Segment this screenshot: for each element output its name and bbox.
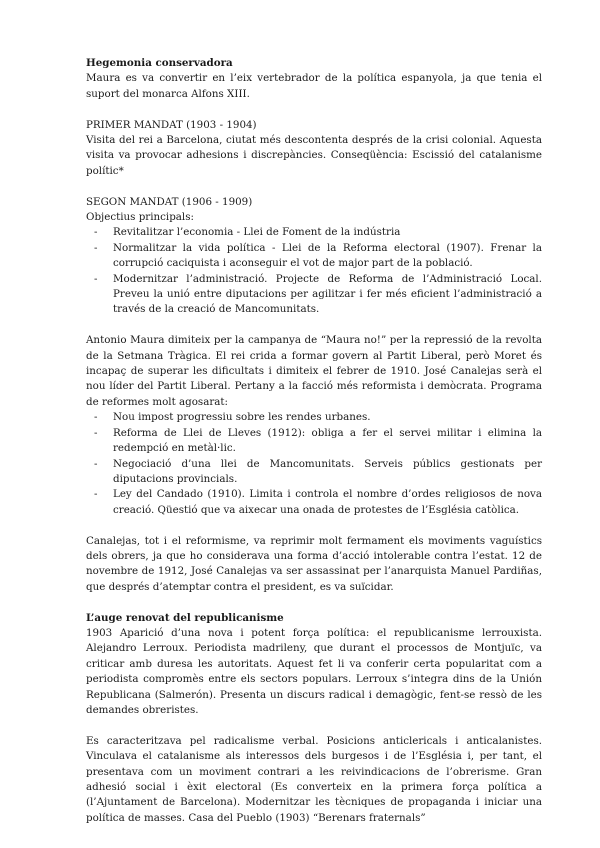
paragraph-primer-mandat: Visita del rei a Barcelona, ciutat més descontenta després de la crisi colonial. Aquesta visita va provocar adhesions i discrepàncies. Conseqüència: Escissió del catalanisme polític*: [86, 134, 542, 177]
list-item: - Nou impost progressiu sobre les rendes urbanes.: [94, 411, 371, 424]
list-item: - Revitalitzar l’economia - Llei de Foment de la indústria: [94, 226, 401, 239]
paragraph-maura-intro: Maura es va convertir en l’eix vertebrador de la política espanyola, ja que tenia el suport del monarca Alfons XIII.: [86, 72, 542, 100]
list-item: - Reforma de Llei de Lleves (1912): obliga a fer el servei militar i elimina la redempció en metàl·lic.: [94, 426, 542, 455]
heading-primer-mandat: PRIMER MANDAT (1903 - 1904): [86, 118, 257, 131]
section-heading-hegemonia: Hegemonia conservadora: [86, 57, 233, 69]
list-item: - Negociació d’una llei de Mancomunitats. Serveis públics gestionats per diputacions provincials.: [94, 457, 542, 485]
section-heading-republicanisme: L’auge renovat del republicanisme: [86, 611, 284, 624]
paragraph-radicalisme: Es caracteritzava pel radicalisme verbal. Posicions anticlericals i anticalanistes. Vinculava el catalanisme als interessos dels burgesos i de l’Església i, per tant, el presentava com un moviment contrari a les reivindicacions de l’obrerisme. Gran adhesió social i èxit electoral (Es converteix en la primera força política a (l’Ajuntament de Barcelona). Modernitzar les tècniques de propaganda i iniciar una política de masses. Casa del Pueblo (1903) “Berenars fraternals”: [86, 734, 542, 824]
list-item: - Ley del Candado (1910). Limita i controla el nombre d’ordes religiosos de nova creació. Qüestió que va aixecar una onada de protestes de l’Església catòlica.: [94, 488, 542, 516]
paragraph-lerroux: 1903 Aparició d’una nova i potent força política: el republicanisme lerrouxista. Alejandro Lerroux. Periodista madrileny, que durant el processos de Montjuïc, va criticar amb duresa les autoritats. Aquest fet li va conferir certa popularitat com a periodista compromès entre els sectors populars. Lerroux s’integra dins de la Unión Republicana (Salmerón). Presenta un discurs radical i demagògic, fent-se ressò de les demandes obreristes.: [86, 626, 542, 716]
heading-segon-mandat: SEGON MANDAT (1906 - 1909): [86, 195, 253, 208]
paragraph-canalejas-repression: Canalejas, tot i el reformisme, va reprimir molt fermament els moviments vaguístics dels obrers, ja que ho considerava una forma d’acció intolerable contra l’estat. 12 de novembre de 1912, José Canalejas va ser assassinat per l’anarquista Manuel Pardiñas, que després d’atemptar contra el president, es va suïcidar.: [86, 534, 542, 593]
list-item: - Modernitzar l’administració. Projecte de Reforma de l’Administració Local. Preveu la unió entre diputacions per agilitzar i fer més eficient l’administració a través de la creació de Mancomunitats.: [94, 272, 542, 316]
paragraph-canalejas: Antonio Maura dimiteix per la campanya de “Maura no!” per la repressió de la revolta de la Setmana Tràgica. El rei crida a formar govern al Partit Liberal, però Moret és incapaç de superar les dificultats i dimiteix el febrer de 1910. José Canalejas serà el nou líder del Partit Liberal. Pertany a la facció més reformista i demòcrata. Programa de reformes molt agosarat:: [86, 334, 542, 408]
reforms-list: [86, 410, 542, 518]
objectives-list: [86, 225, 542, 317]
list-item: - Normalitzar la vida política - Llei de la Reforma electoral (1907). Frenar la corrupció caciquista i aconseguir el vot de major part de la població.: [94, 241, 542, 270]
objectives-label: Objectius principals:: [86, 211, 194, 224]
